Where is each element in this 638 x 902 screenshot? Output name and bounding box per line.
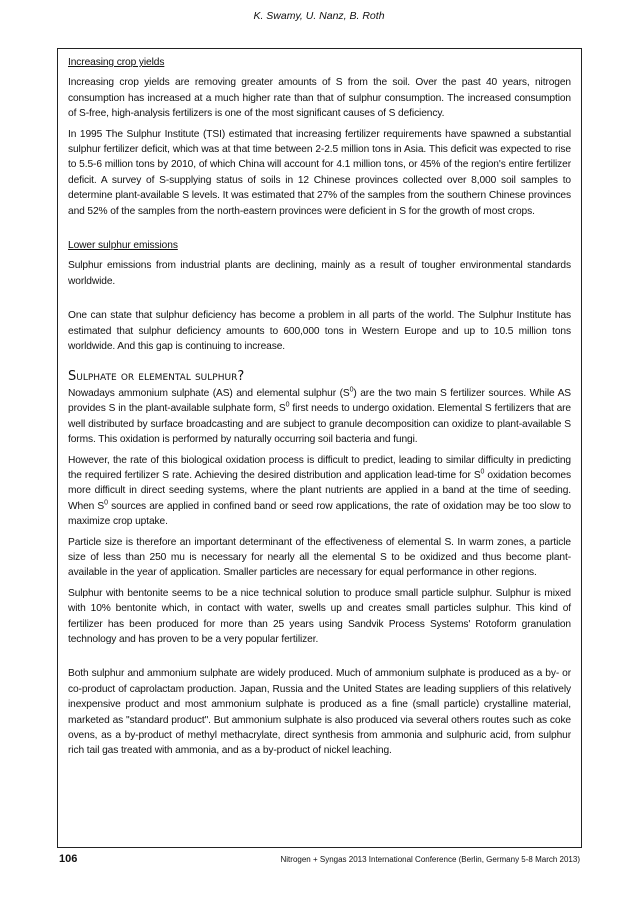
paragraph-sulphate-3: Particle size is therefore an important determinant of the effectiveness of elemental S. In warm zones, a particle size of less than 250 mu is necessary for nearly all the elemental S to be oxidized and thus become plant-available in the year of application. Smaller particles are necessary for equal performance in other regions. xyxy=(68,536,571,579)
superscript-zero: 0 xyxy=(480,468,485,476)
subheading-crop-yields: Increasing crop yields xyxy=(68,57,165,68)
spacer xyxy=(68,652,571,666)
spacer xyxy=(68,224,571,238)
superscript-zero: 0 xyxy=(285,401,290,409)
text-run: Nowadays ammonium sulphate (AS) and elemental sulphur (S xyxy=(68,387,350,399)
paragraph-sulphate-1 xyxy=(68,386,571,448)
footer-conference: Nitrogen + Syngas 2013 International Conference (Berlin, Germany 5-8 March 2013) xyxy=(280,855,580,864)
paragraph-emissions-1: Sulphur emissions from industrial plants are declining, mainly as a result of tougher environmental standards worldwide. xyxy=(68,260,571,287)
text-run: first needs to undergo oxidation. Elemental S fertilizers that are well distributed by surface broadcasting and are subject to granule decomposition can oxidize to plant-available S forms. This oxidation is performed by naturally occurring soil bacteria and fungi. xyxy=(68,403,571,446)
section-heading-sulphate: Sulphate or elemental sulphur? xyxy=(68,368,245,384)
text-run: sources are applied in confined band or seed row applications, the rate of oxidation may be too slow to maximize crop uptake. xyxy=(68,500,572,528)
paragraph-sulphate-5: Both sulphur and ammonium sulphate are widely produced. Much of ammonium sulphate is produced as a by- or co-product of caprolactam production. Japan, Russia and the United States are leading suppliers of this relatively inexpensive product and most ammonium sulphate is produced as a fine (small particle) crystalline material, marketed as "standard product". But ammonium sulphate is also produced via several others routes such as coke ovens, as a by-product of methyl methacrylate, direct synthesis from ammonia and sulphuric acid, from sulphur rich tail gas treated with ammonia, and as a by-product of nickel leaching. xyxy=(68,668,571,757)
superscript-zero: 0 xyxy=(104,499,108,507)
subheading-emissions: Lower sulphur emissions xyxy=(68,240,178,252)
superscript-zero: 0 xyxy=(349,386,354,394)
paragraph-emissions-2: One can state that sulphur deficiency has become a problem in all parts of the world. The Sulphur Institute has estimated that sulphur deficiency amounts to 600,000 tons in Western Europe and up to 10.5 million tons worldwide. And this gap is continuing to increase. xyxy=(68,310,571,353)
text-run: However, the rate of this biological oxidation process is difficult to predict, leading to similar difficulty in predicting the required fertilizer S rate. Achieving the desired distribution and application lead-time for S xyxy=(68,454,571,481)
page-number: 106 xyxy=(59,853,78,865)
spacer xyxy=(68,294,571,308)
text-run: ) are the two main S fertilizer sources. While AS provides S in the plant-available sulphate form, S xyxy=(68,387,572,415)
article-body xyxy=(68,55,571,764)
paragraph-crop-yields-1: Increasing crop yields are removing greater amounts of S from the soil. Over the past 40 years, nitrogen consumption has increased at a much higher rate than that of sulphur consumption. The increased consumption of S-free, high-analysis fertilizers is one of the most significant causes of S deficiency. xyxy=(68,77,571,120)
running-header-authors: K. Swamy, U. Nanz, B. Roth xyxy=(253,10,385,22)
paragraph-crop-yields-2: In 1995 The Sulphur Institute (TSI) estimated that increasing fertilizer requirements have spawned a substantial sulphur fertilizer deficit, which was at that time between 2-2.5 million tons in Asia. This deficit was expected to rise to 5.5-6 million tons by 2010, of which China will account for 4.1 million tons, or 45% of the region's entire fertilizer deficit. A survey of S-supplying status of soils in 12 Chinese provinces collected over 8,000 soil samples to determine plant-available S levels. It was estimated that 27% of the samples from the southern Chinese provinces and 52% of the samples from the north-eastern provinces were deficient in S for the growth of most crops. xyxy=(68,128,571,217)
paragraph-sulphate-2 xyxy=(68,453,571,530)
text-run: oxidation becomes more difficult in direct seeding systems, where the plant nutrients are applied in a band at the time of seeding. When S xyxy=(68,469,571,512)
paragraph-sulphate-4: Sulphur with bentonite seems to be a nice technical solution to produce small particle sulphur. Sulphur is mixed with 10% bentonite which, in contact with water, swells up and creates small particles sulphur. This kind of fertilizer has been produced for more than 25 years using Sandvik Process Systems' Rotoform granulation technology and has proven to be a very popular fertilizer. xyxy=(68,587,571,645)
